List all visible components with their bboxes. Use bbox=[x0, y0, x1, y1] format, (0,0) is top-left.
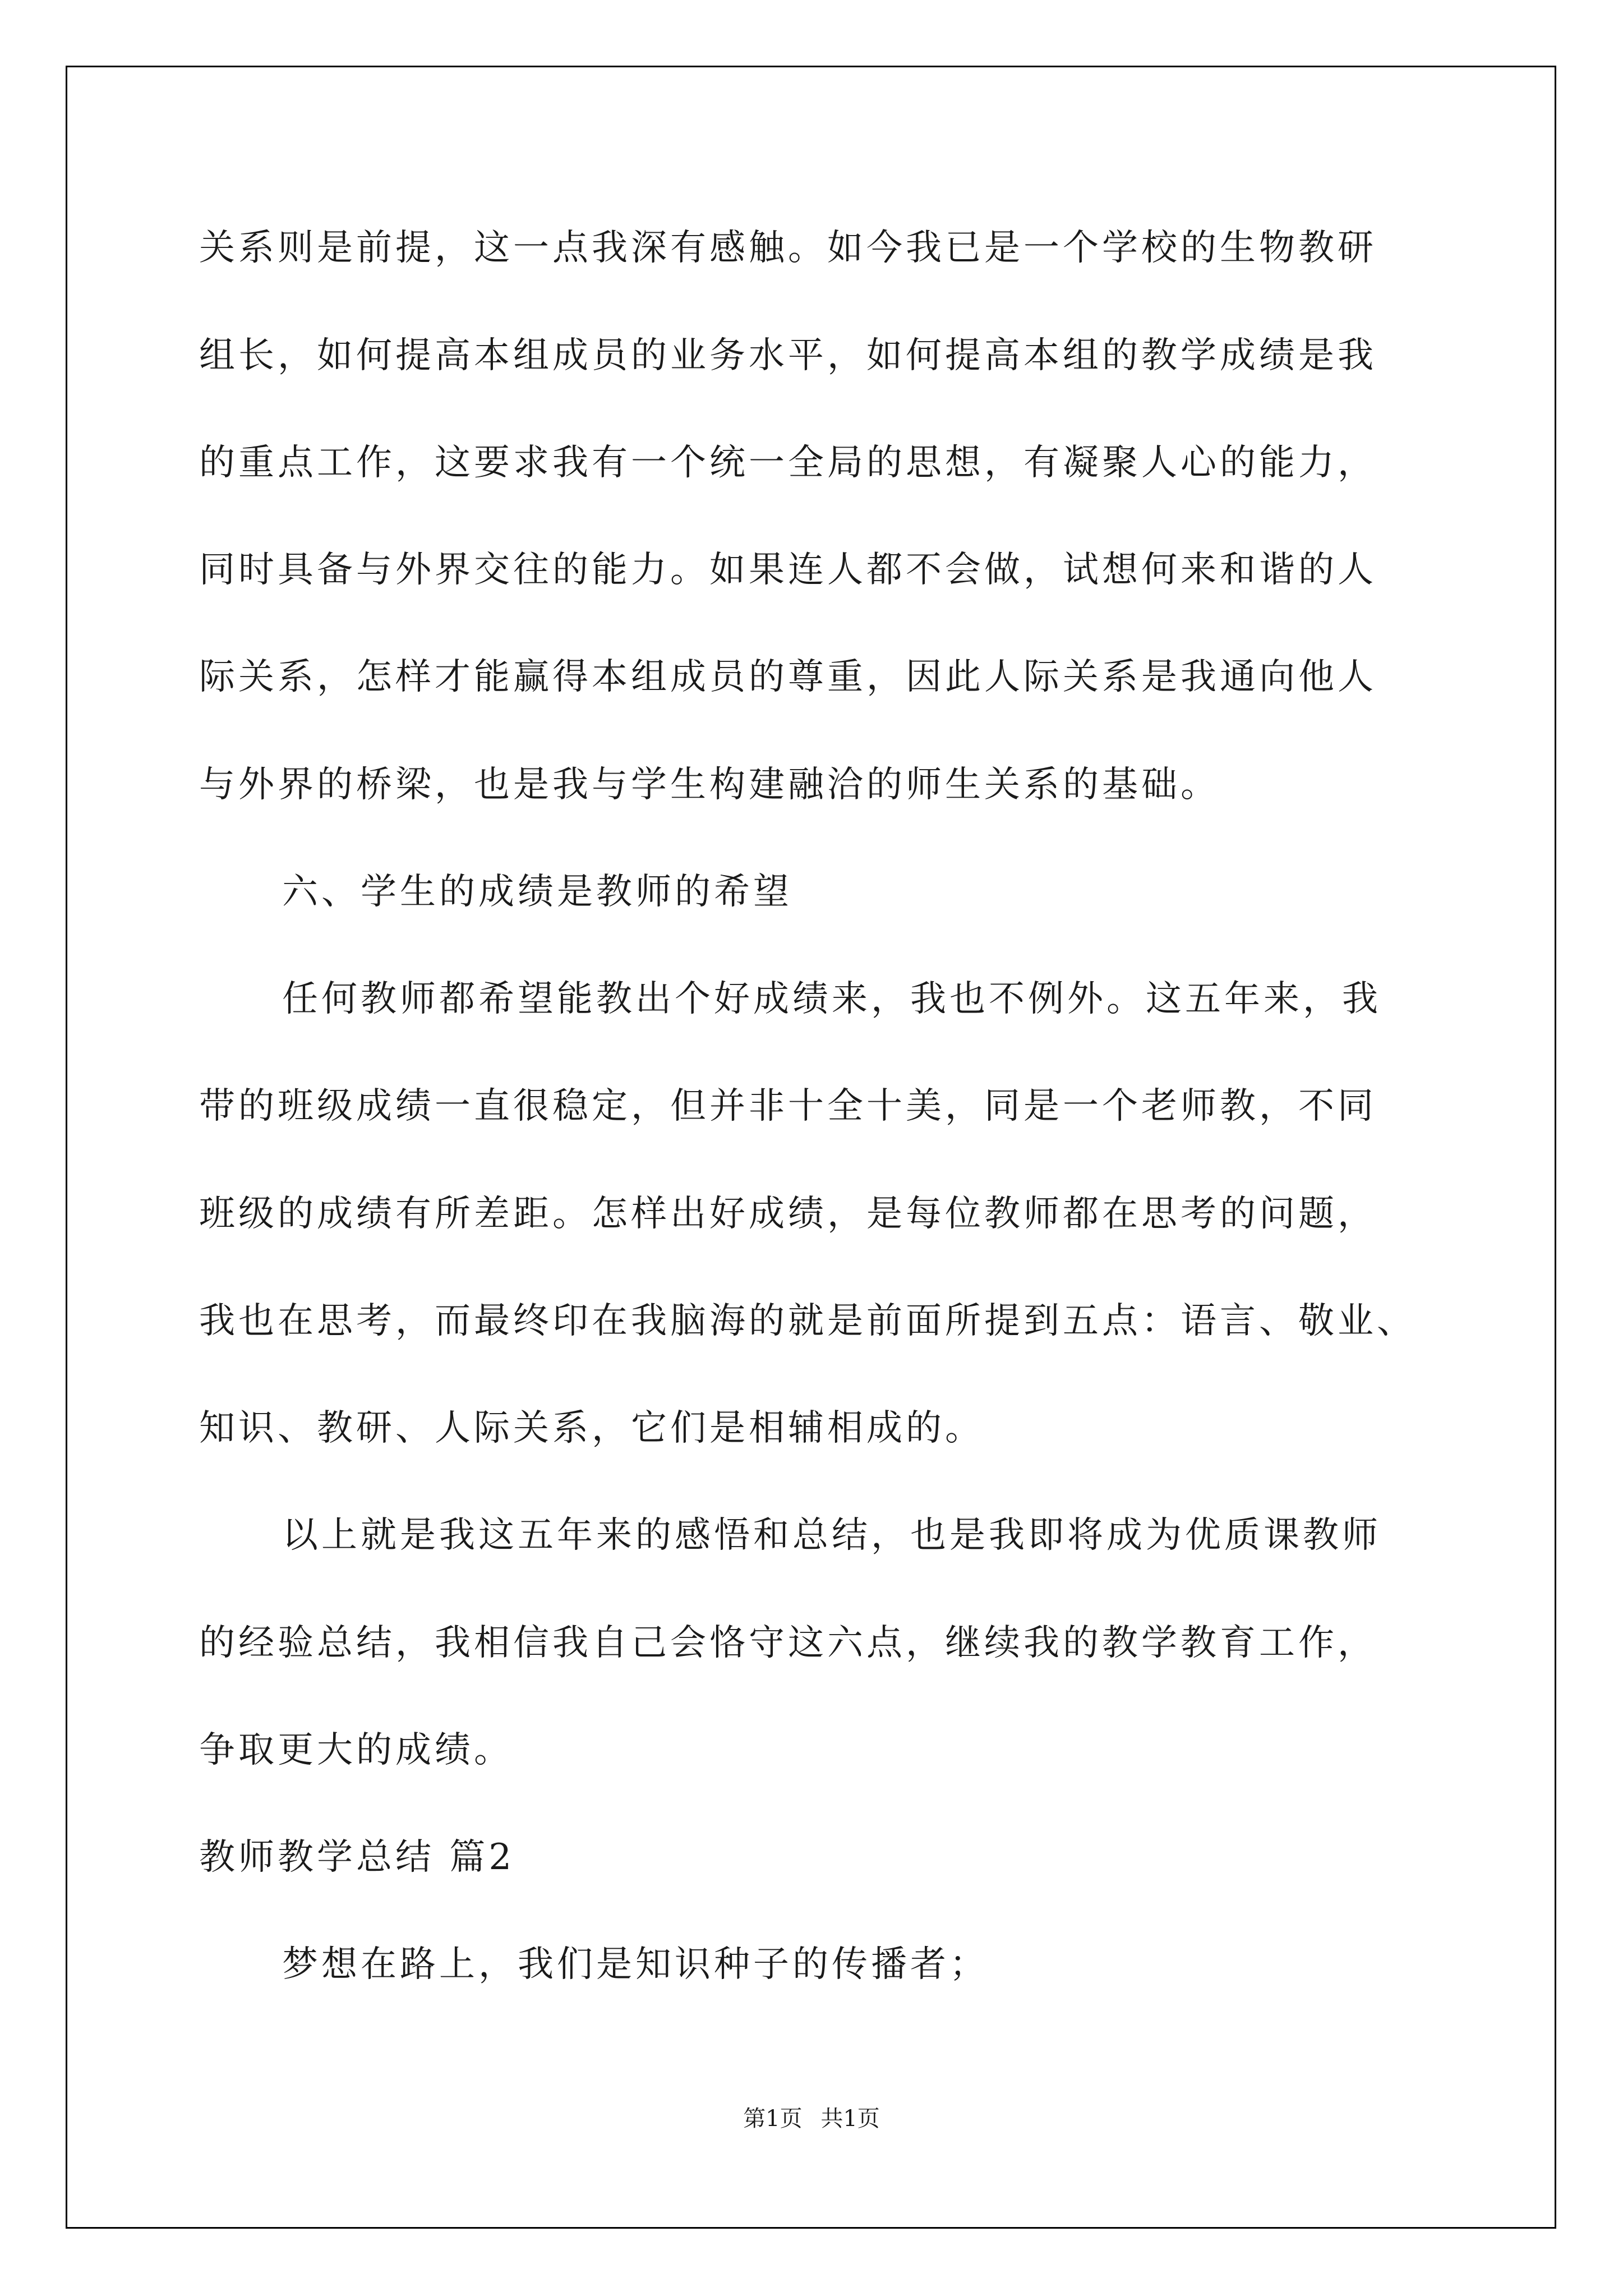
paragraph-line: 以上就是我这五年来的感悟和总结，也是我即将成为优质课教师 bbox=[282, 1515, 1381, 1556]
paragraph-line: 的重点工作，这要求我有一个统一全局的思想，有凝聚人心的能力， bbox=[199, 442, 1377, 484]
paragraph-line: 与外界的桥梁，也是我与学生构建融洽的师生关系的基础。 bbox=[199, 764, 1220, 806]
paragraph-line: 任何教师都希望能教出个好成绩来，我也不例外。这五年来，我 bbox=[282, 978, 1381, 1020]
paragraph-line: 梦想在路上，我们是知识种子的传播者； bbox=[282, 1944, 989, 1985]
paragraph-line: 班级的成绩有所差距。怎样出好成绩，是每位教师都在思考的问题， bbox=[199, 1193, 1377, 1235]
paragraph-line: 关系则是前提，这一点我深有感触。如今我已是一个学校的生物教研 bbox=[199, 227, 1377, 269]
paragraph-line: 知识、教研、人际关系，它们是相辅相成的。 bbox=[199, 1407, 984, 1449]
paragraph-line: 际关系，怎样才能赢得本组成员的尊重，因此人际关系是我通向他人 bbox=[199, 656, 1377, 698]
page-footer bbox=[0, 2101, 1623, 2133]
total-pages: 共1页 bbox=[820, 2106, 880, 2132]
article-title: 教师教学总结 篇2 bbox=[199, 1837, 515, 1878]
paragraph-line: 组长，如何提高本组成员的业务水平，如何提高本组的教学成绩是我 bbox=[199, 335, 1377, 376]
paragraph-line: 的经验总结，我相信我自己会恪守这六点，继续我的教学教育工作， bbox=[199, 1622, 1377, 1664]
paragraph-line: 带的班级成绩一直很稳定，但并非十全十美，同是一个老师教，不同 bbox=[199, 1085, 1377, 1127]
page-border bbox=[66, 66, 1556, 2229]
paragraph-line: 争取更大的成绩。 bbox=[199, 1729, 513, 1771]
section-heading: 六、学生的成绩是教师的希望 bbox=[282, 871, 792, 913]
paragraph-line: 我也在思考，而最终印在我脑海的就是前面所提到五点：语言、敬业、 bbox=[199, 1300, 1416, 1342]
paragraph-line: 同时具备与外界交往的能力。如果连人都不会做，试想何来和谐的人 bbox=[199, 549, 1377, 591]
page-number: 第1页 bbox=[743, 2106, 803, 2132]
